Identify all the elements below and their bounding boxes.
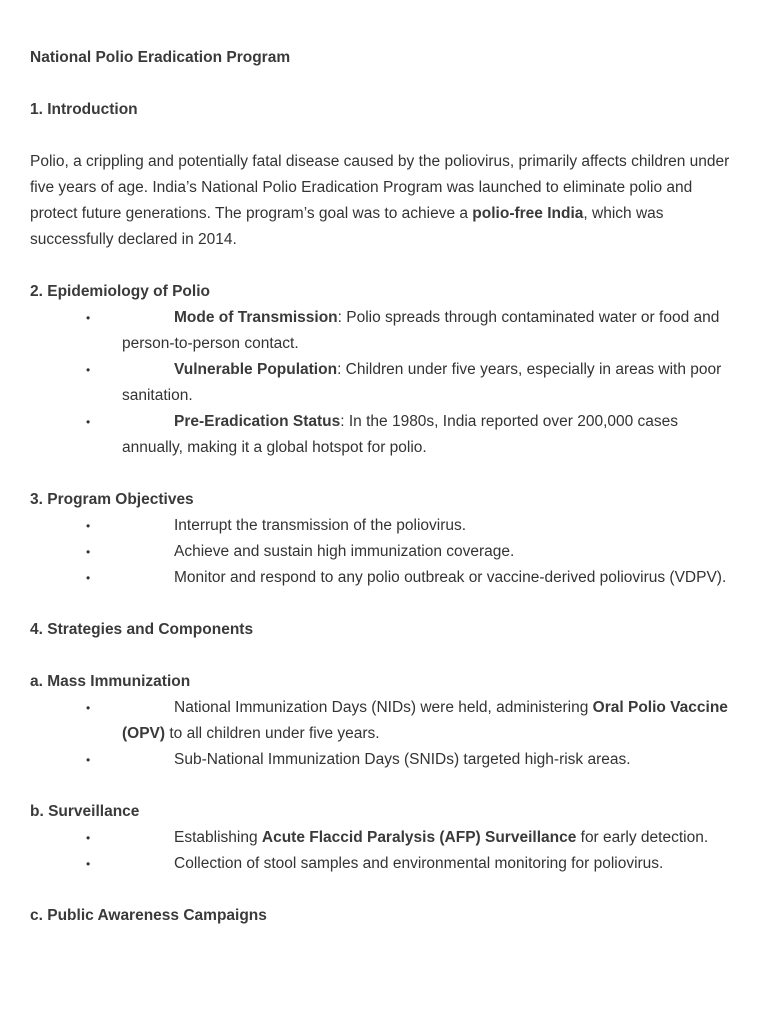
bullet-icon: • bbox=[86, 363, 91, 377]
list-item: • Establishing Acute Flaccid Paralysis (AFP) Surveillance for early detection. bbox=[122, 825, 738, 851]
surveillance-list bbox=[30, 825, 738, 877]
objectives-list bbox=[30, 513, 738, 591]
bullet-icon: • bbox=[86, 545, 91, 559]
mass-immunization-list bbox=[30, 695, 738, 773]
epidemiology-list bbox=[30, 305, 738, 461]
section-heading-objectives: 3. Program Objectives bbox=[30, 491, 194, 508]
bullet-icon: • bbox=[86, 701, 91, 715]
list-item: • National Immunization Days (NIDs) were held, administering Oral Polio Vaccine (OPV) to all children under five years. bbox=[122, 695, 738, 747]
bullet-icon: • bbox=[86, 519, 91, 533]
list-item: • Sub-National Immunization Days (SNIDs) targeted high-risk areas. bbox=[122, 747, 738, 773]
intro-paragraph: Polio, a crippling and potentially fatal disease caused by the poliovirus, primarily affects children under five years of age. India’s National Polio Eradication Program was launched to eliminate polio and protect future generations. The program’s goal was to achieve a polio-free India, which was successfully declared in 2014. bbox=[30, 153, 730, 248]
subsection-heading-surveillance: b. Surveillance bbox=[30, 803, 140, 820]
bullet-icon: • bbox=[86, 571, 91, 585]
bullet-icon: • bbox=[86, 415, 91, 429]
section-heading-introduction: 1. Introduction bbox=[30, 101, 138, 118]
list-item: • Pre-Eradication Status: In the 1980s, India reported over 200,000 cases annually, making it a global hotspot for polio. bbox=[122, 409, 738, 461]
list-item: • Mode of Transmission: Polio spreads through contaminated water or food and person-to-person contact. bbox=[122, 305, 738, 357]
subsection-heading-public-awareness: c. Public Awareness Campaigns bbox=[30, 907, 267, 924]
section-heading-epidemiology: 2. Epidemiology of Polio bbox=[30, 283, 210, 300]
list-item: • Interrupt the transmission of the poliovirus. bbox=[122, 513, 738, 539]
list-item: • Monitor and respond to any polio outbreak or vaccine-derived poliovirus (VDPV). bbox=[122, 565, 738, 591]
document-title: National Polio Eradication Program bbox=[30, 49, 291, 66]
bullet-icon: • bbox=[86, 857, 91, 871]
bullet-icon: • bbox=[86, 753, 91, 767]
list-item: • Collection of stool samples and environmental monitoring for poliovirus. bbox=[122, 851, 738, 877]
section-heading-strategies: 4. Strategies and Components bbox=[30, 621, 254, 638]
list-item: • Vulnerable Population: Children under five years, especially in areas with poor sanitation. bbox=[122, 357, 738, 409]
list-item: • Achieve and sustain high immunization coverage. bbox=[122, 539, 738, 565]
subsection-heading-mass-immunization: a. Mass Immunization bbox=[30, 673, 191, 690]
bullet-icon: • bbox=[86, 311, 91, 325]
bullet-icon: • bbox=[86, 831, 91, 845]
